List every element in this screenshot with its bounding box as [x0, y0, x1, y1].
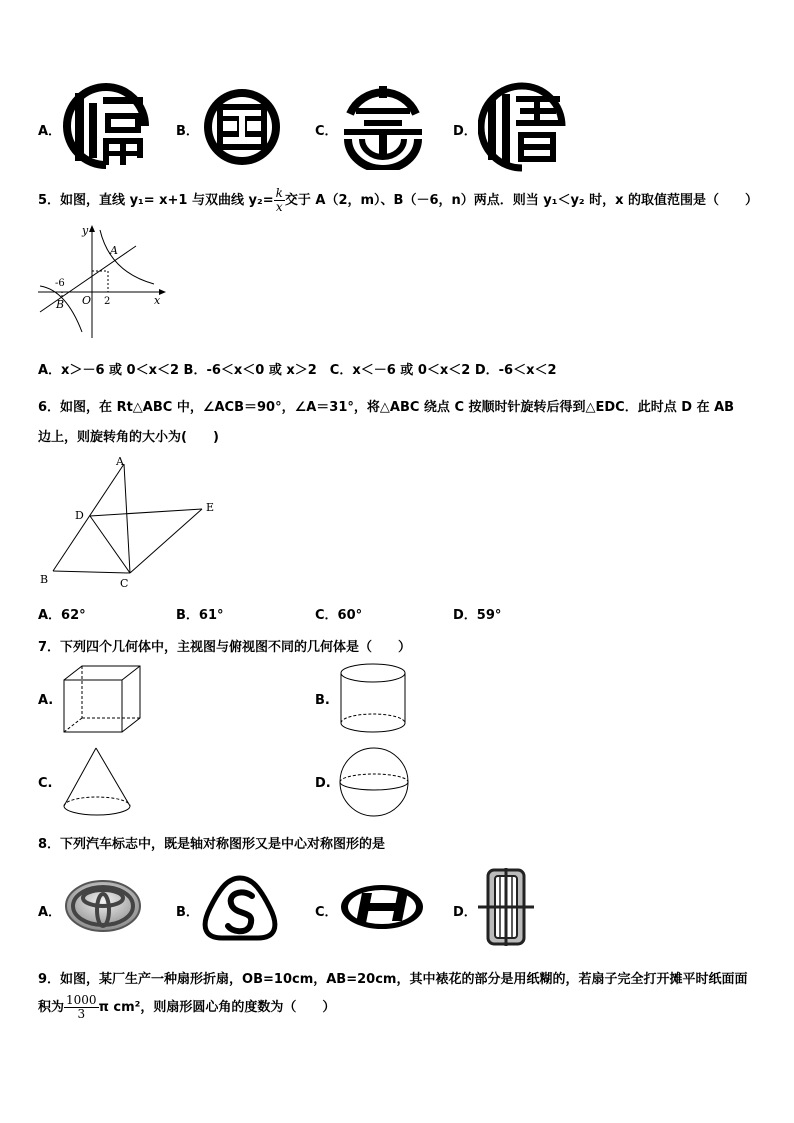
q8-question: 8．下列汽车标志中，既是轴对称图形又是中心对称图形的是 [38, 837, 386, 852]
q5-axis-y-label: y [82, 224, 89, 237]
cylinder-icon [336, 660, 412, 736]
q6-label-e: E [206, 501, 215, 514]
q5-fraction [274, 187, 285, 214]
q4-label-c: C． [315, 124, 338, 139]
q7-label-a: A. [38, 693, 54, 708]
cone-icon [60, 744, 140, 820]
q6-label-d: D [75, 509, 84, 522]
q8-label-c: C． [315, 905, 338, 920]
q4-label-d: D． [453, 124, 477, 139]
q9-fraction [64, 994, 99, 1021]
q7-label-d: D. [315, 776, 331, 791]
sphere-icon [336, 744, 416, 820]
q4-label-a: A． [38, 124, 62, 139]
q9-text-pre: 积为 [38, 1000, 65, 1015]
q6-question-line1: 6．如图，在 Rt△ABC 中，∠ACB＝90°，∠A＝31°，将△ABC 绕点 C 按顺时针旋转后得到△EDC．此时点 D 在 AB [38, 400, 735, 415]
q6-triangle-figure [36, 452, 226, 592]
q5-graph-figure [36, 222, 170, 340]
q7-label-b: B. [315, 693, 330, 708]
q5-frac-den: x [275, 200, 283, 214]
q9-frac-num: 1000 [66, 993, 97, 1007]
q5-tick-neg6: -6 [55, 278, 65, 289]
q8-label-a: A． [38, 905, 62, 920]
q5-question [38, 187, 758, 214]
q6-option-c: C．60° [315, 608, 363, 623]
q5-axis-x-label: x [154, 294, 161, 307]
q9-text-post: π cm²，则扇形圆心角的度数为（ ） [98, 1000, 336, 1015]
q4-seal-fu-icon [63, 83, 149, 169]
q7-question: 7．下列四个几何体中，主视图与俯视图不同的几何体是（ ） [38, 640, 412, 655]
q9-question-line2 [38, 994, 335, 1021]
q6-label-a: A [116, 455, 124, 468]
q7-label-c: C. [38, 776, 53, 791]
q5-answer-options: A．x＞－6 或 0＜x＜2 B．-6＜x＜0 或 x＞2 C．x＜－6 或 0＜x＜2 D．-6＜x＜2 [38, 363, 557, 378]
q4-seal-shou-round-icon [201, 86, 283, 168]
q5-text-part1: 5．如图，直线 y₁= x+1 与双曲线 y₂= [38, 193, 274, 208]
toyota-logo-icon [63, 878, 143, 934]
q8-label-b: B． [176, 905, 199, 920]
hyundai-logo-icon [338, 881, 426, 933]
q4-label-b: B． [176, 124, 199, 139]
q6-option-a: A．62° [38, 608, 86, 623]
q6-label-b: B [40, 573, 49, 586]
q5-origin-label: O [82, 294, 92, 307]
q5-tick-2: 2 [104, 296, 111, 307]
q4-seal-xi-icon [478, 82, 566, 172]
q9-frac-den: 3 [77, 1007, 86, 1021]
q6-option-b: B．61° [176, 608, 224, 623]
q6-option-d: D．59° [453, 608, 502, 623]
swirl-logo-icon [200, 874, 280, 942]
q8-label-d: D． [453, 905, 477, 920]
q5-point-b-label: B [56, 298, 65, 311]
cube-icon [60, 662, 144, 736]
q5-frac-num: k [275, 186, 283, 200]
lincoln-logo-icon [476, 866, 546, 948]
q5-text-part2: 交于 A（2，m）、B（－6，n）两点．则当 y₁＜y₂ 时，x 的取值范围是（ ） [284, 193, 759, 208]
q6-question-line2: 边上，则旋转角的大小为( ) [38, 430, 219, 445]
q5-point-a-label: A [110, 244, 118, 257]
q6-label-c: C [120, 577, 129, 590]
q4-seal-shou-arch-icon [340, 84, 426, 170]
q9-question-line1: 9．如图，某厂生产一种扇形折扇，OB=10cm，AB=20cm，其中裱花的部分是用纸糊的，若扇子完全打开摊平时纸面面 [38, 972, 748, 987]
